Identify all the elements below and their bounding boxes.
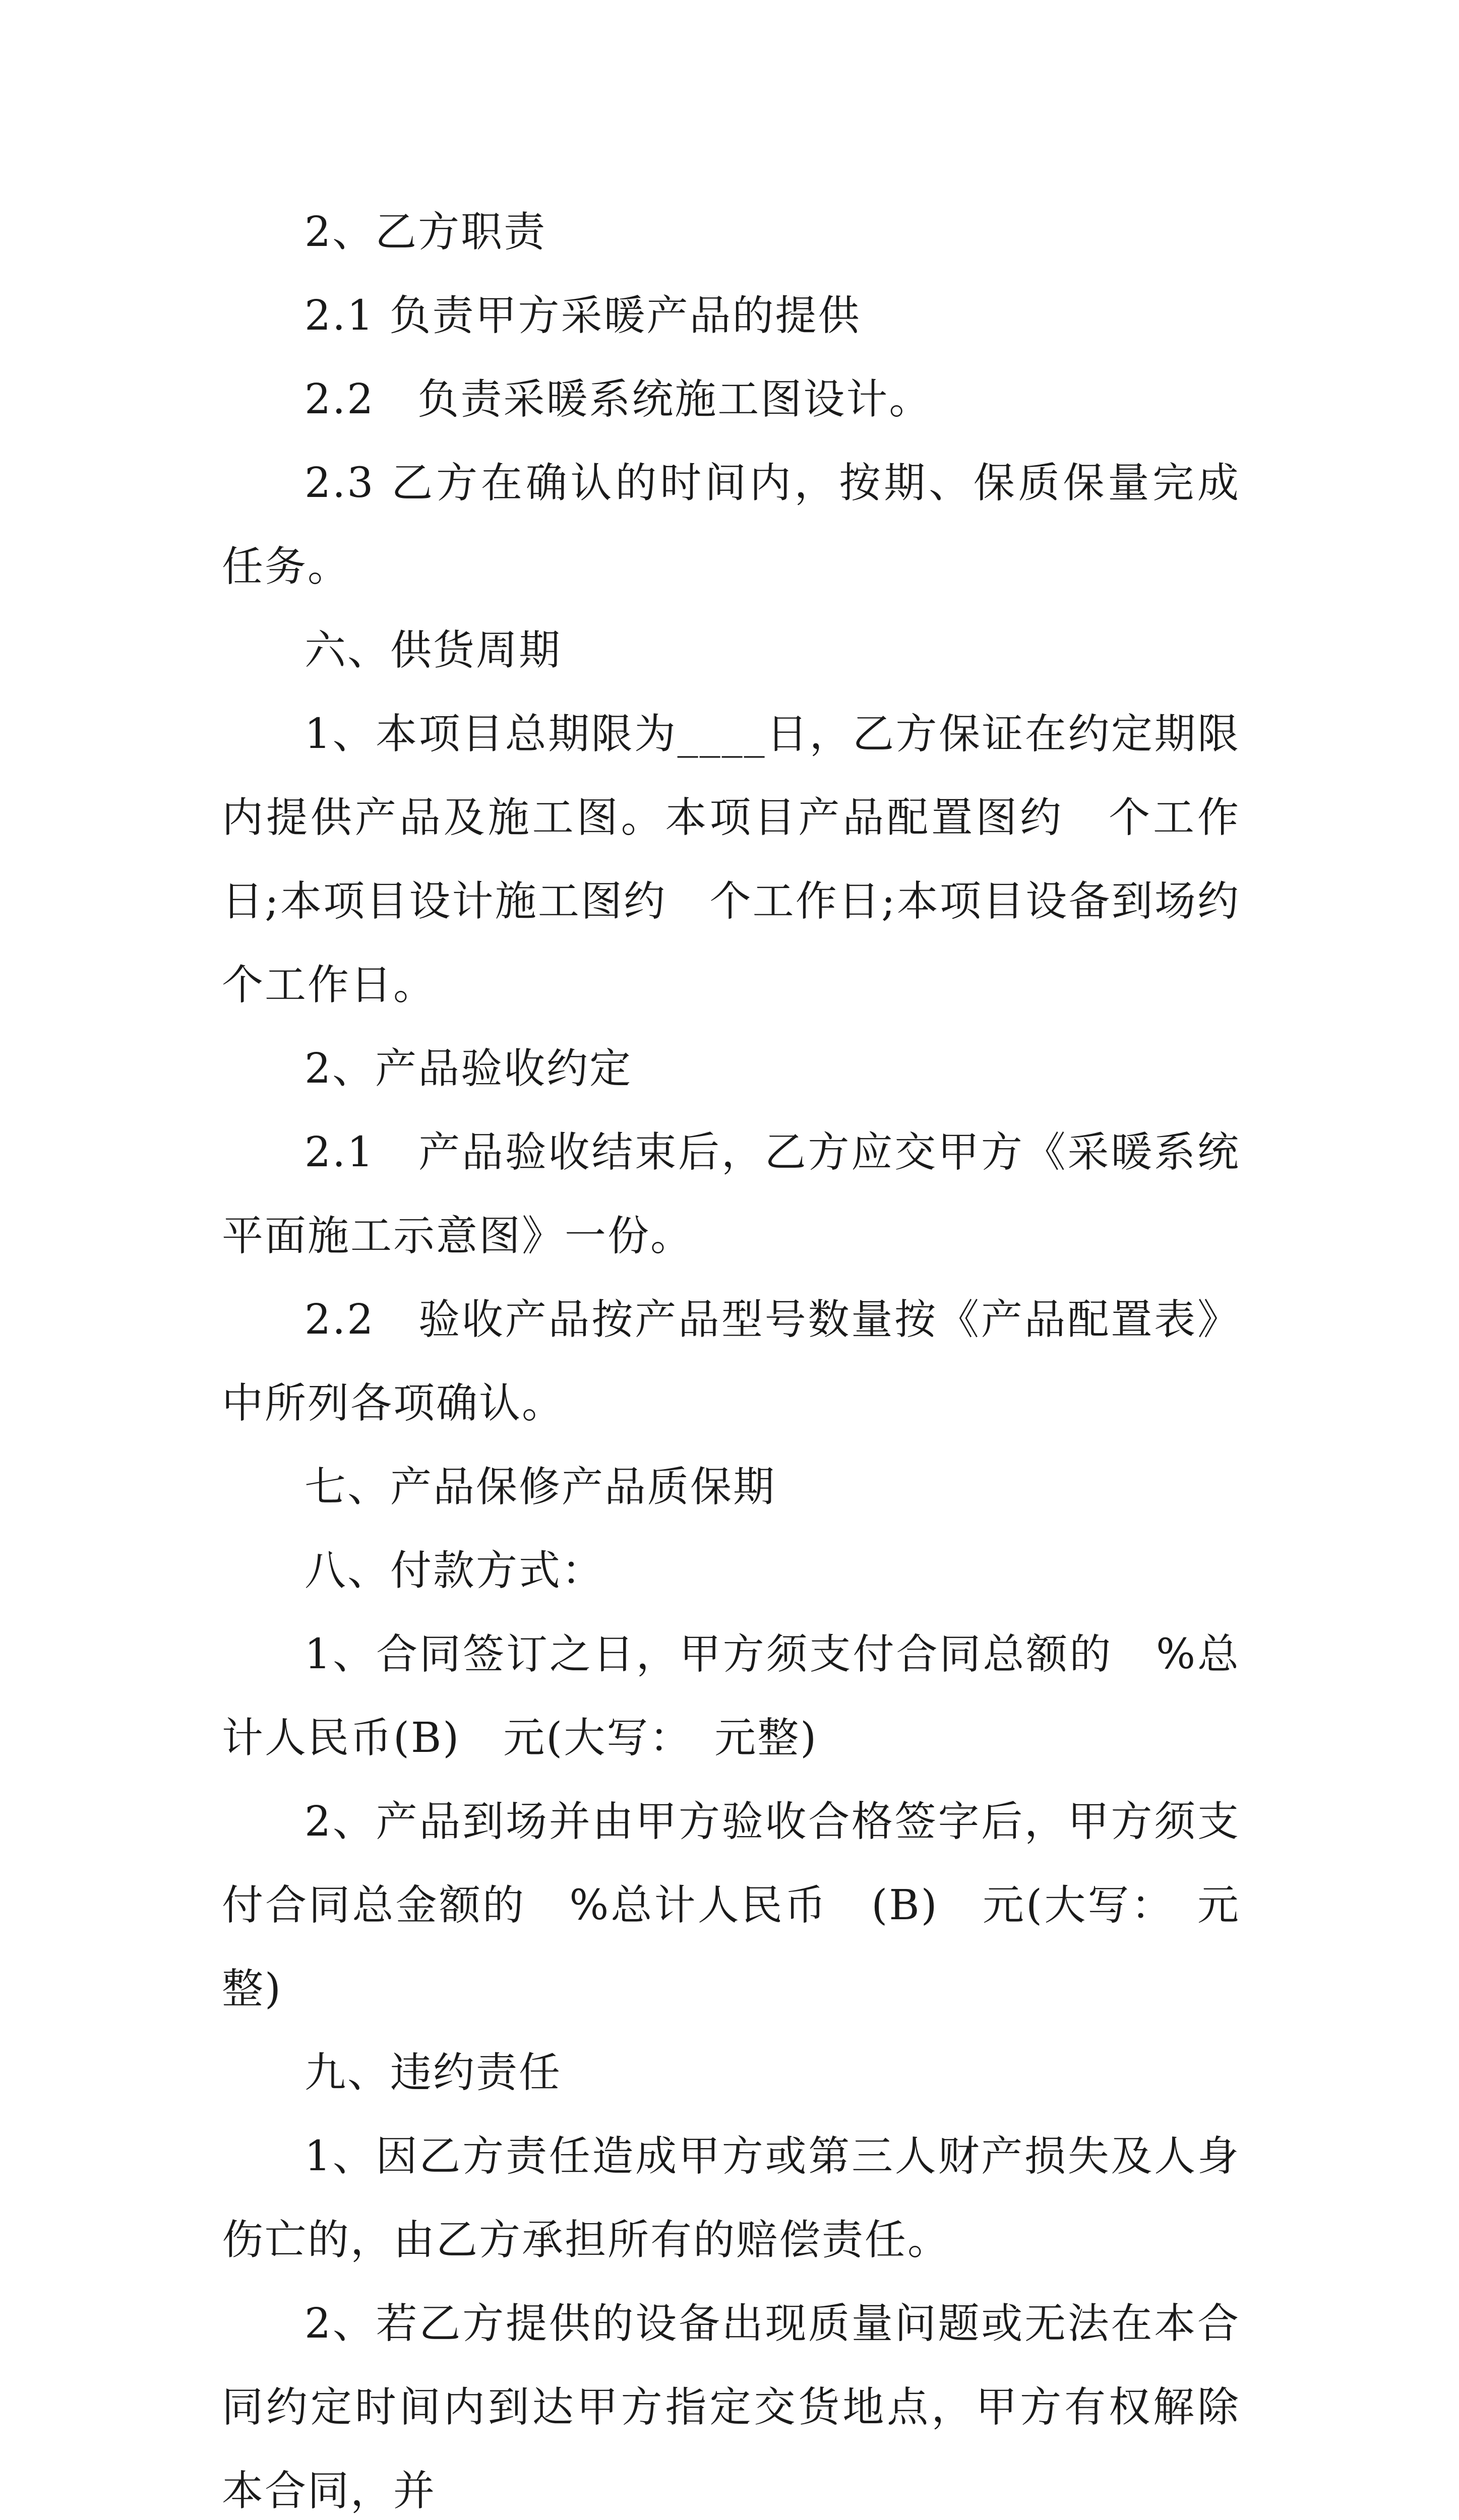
paragraph-supply-1: 1、本项目总期限为____日，乙方保证在约定期限内提供产品及施工图。本项目产品配置图约 个工作日;本项目设计施工图约 个工作日;本项目设备到场约 个工作日。: [222, 710, 1284, 1009]
paragraph-2-1: 2.1 负责甲方采暖产品的提供: [305, 292, 861, 340]
paragraph-acceptance-2-1: 2.1 产品验收结束后，乙方应交甲方《采暖系统平面施工示意图》一份。: [222, 1128, 1240, 1260]
paragraph-2-3: 2.3 乙方在确认的时间内，按期、保质保量完成任务。: [222, 459, 1240, 591]
paragraph-section-2-title: 2、乙方职责: [305, 208, 547, 256]
paragraph-liability-1: 1、因乙方责任造成甲方或第三人财产损失及人身伤亡的，由乙方承担所有的赔偿责任。: [222, 2132, 1240, 2264]
heading-payment: 八、付款方式：: [305, 1547, 605, 1595]
document-body: [222, 191, 1284, 2520]
heading-supply-period: 六、供货周期: [305, 626, 562, 674]
paragraph-payment-1: 1、合同签订之日，甲方须支付合同总额的 %总计人民币(B) 元(大写： 元整): [222, 1630, 1240, 1762]
heading-liability: 九、违约责任: [305, 2049, 562, 2097]
paragraph-2-2: 2.2 负责采暖系统施工图设计。: [305, 375, 932, 423]
paragraph-acceptance-title: 2、产品验收约定: [305, 1045, 633, 1093]
paragraph-acceptance-2-2: 2.2 验收产品按产品型号数量按《产品配置表》中所列各项确认。: [222, 1296, 1240, 1427]
paragraph-liability-2: 2、若乙方提供的设备出现质量问题或无法在本合同约定时间内到达甲方指定交货地点，甲方有权解除本合同，并: [222, 2300, 1240, 2515]
heading-warranty: 七、产品保修产品质保期: [305, 1463, 776, 1511]
paragraph-payment-2: 2、产品到场并由甲方验收合格签字后，甲方须支付合同总金额的 %总计人民币 (B) 元(大写： 元整): [222, 1798, 1240, 2013]
